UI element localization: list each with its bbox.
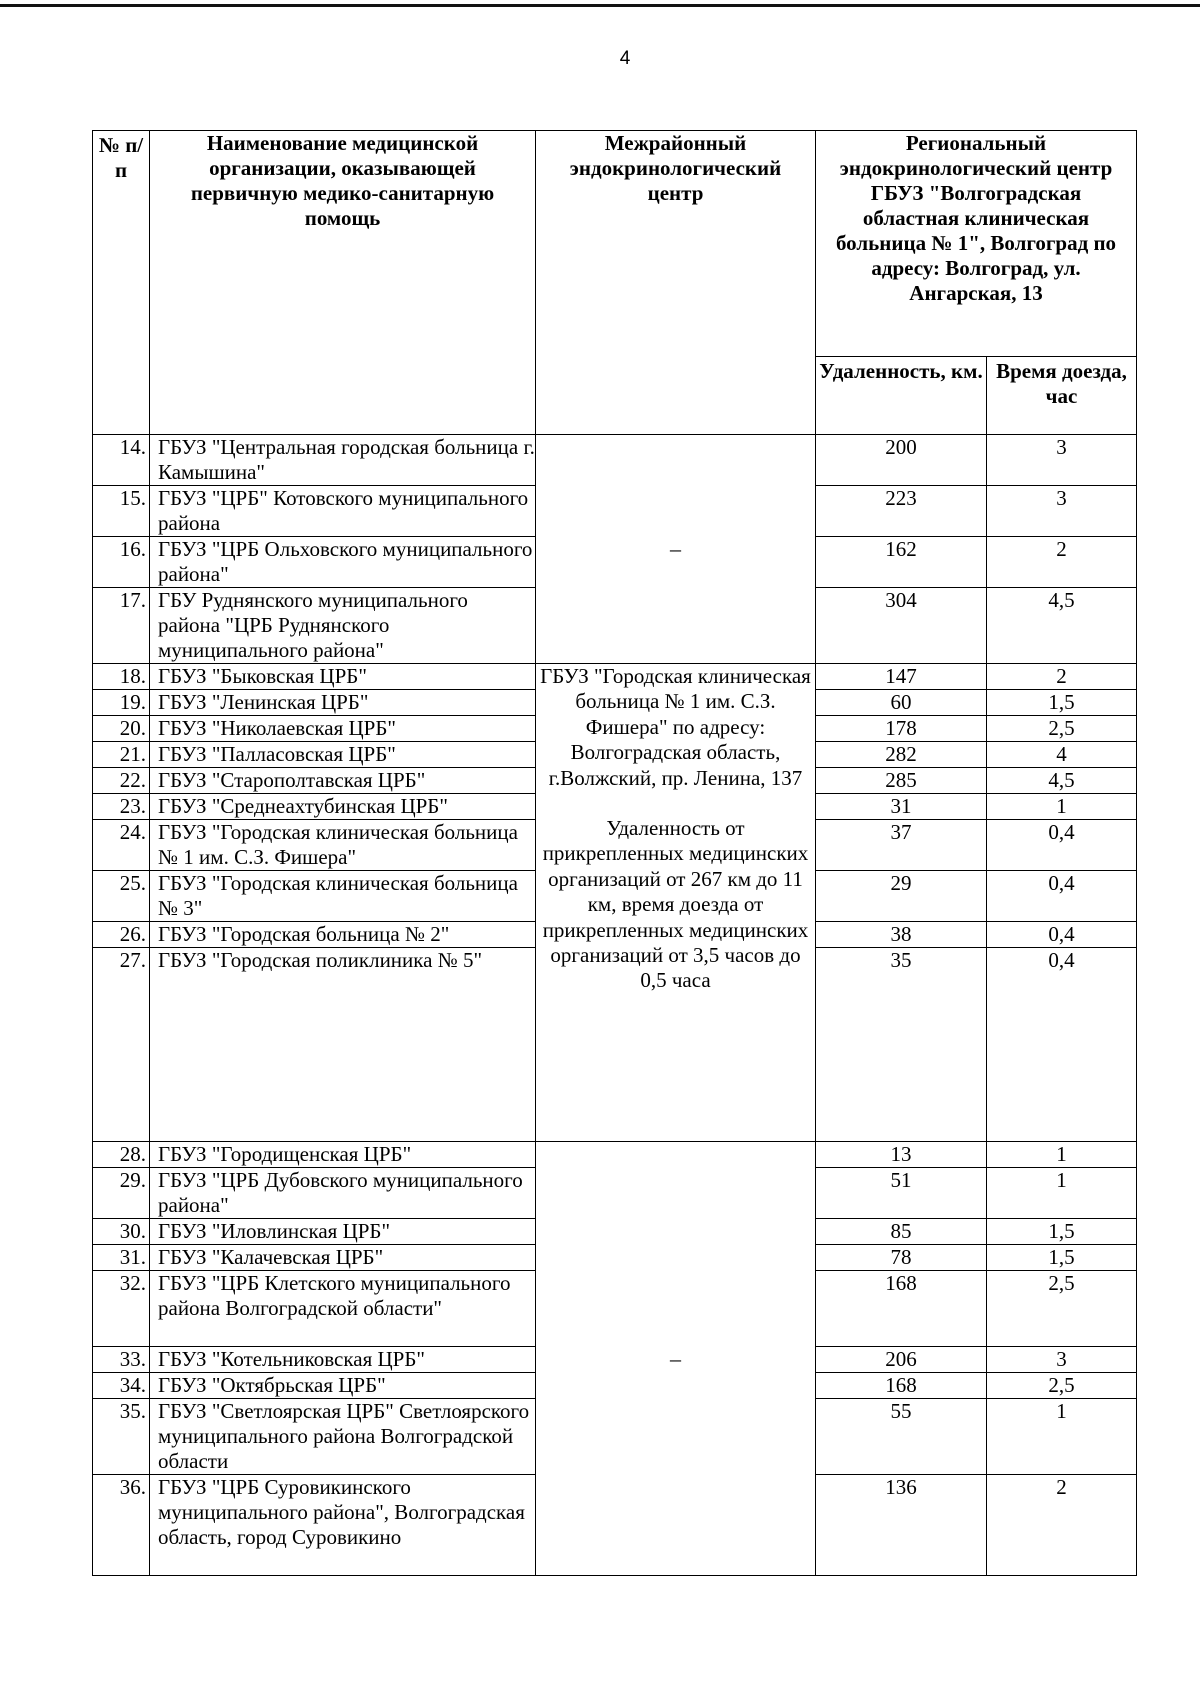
header-num: № п/п (93, 131, 150, 435)
organization-name: ГБУЗ "ЦРБ Суровикинского муниципального района", Волгоградская область, город Суровикино (150, 1475, 536, 1576)
distance-km: 282 (816, 742, 987, 768)
distance-km: 168 (816, 1271, 987, 1347)
organization-name: ГБУЗ "Светлоярская ЦРБ" Светлоярского муниципального района Волгоградской области (150, 1399, 536, 1475)
travel-hours: 2,5 (987, 1271, 1137, 1347)
travel-hours: 2 (987, 664, 1137, 690)
organization-name: ГБУЗ "Городская поликлиника № 5" (150, 948, 536, 1142)
row-number: 30. (93, 1219, 150, 1245)
row-number: 20. (93, 716, 150, 742)
row-number: 22. (93, 768, 150, 794)
row-number: 33. (93, 1347, 150, 1373)
distance-km: 37 (816, 820, 987, 871)
page-number: 4 (619, 48, 631, 69)
row-number: 23. (93, 794, 150, 820)
center-group-3: – (536, 1142, 816, 1576)
organization-name: ГБУЗ "Калачевская ЦРБ" (150, 1245, 536, 1271)
organization-name: ГБУЗ "Ленинская ЦРБ" (150, 690, 536, 716)
row-number: 24. (93, 820, 150, 871)
row-number: 26. (93, 922, 150, 948)
row-number: 16. (93, 537, 150, 588)
distance-km: 29 (816, 871, 987, 922)
row-number: 21. (93, 742, 150, 768)
organization-name: ГБУ Руднянского муниципального района "ЦРБ Руднянского муниципального района" (150, 588, 536, 664)
row-number: 17. (93, 588, 150, 664)
distance-km: 60 (816, 690, 987, 716)
row-number: 25. (93, 871, 150, 922)
organization-name: ГБУЗ "Городская клиническая больница № 1 им. С.З. Фишера" (150, 820, 536, 871)
row-number: 14. (93, 435, 150, 486)
distance-km: 200 (816, 435, 987, 486)
organization-name: ГБУЗ "ЦРБ Дубовского муниципального района" (150, 1168, 536, 1219)
distance-km: 55 (816, 1399, 987, 1475)
top-border-line (0, 4, 1200, 7)
travel-hours: 0,4 (987, 922, 1137, 948)
distance-km: 85 (816, 1219, 987, 1245)
travel-hours: 1 (987, 1168, 1137, 1219)
row-number: 15. (93, 486, 150, 537)
organization-name: ГБУЗ "Городская больница № 2" (150, 922, 536, 948)
travel-hours: 1 (987, 1142, 1137, 1168)
distance-km: 178 (816, 716, 987, 742)
travel-hours: 2 (987, 1475, 1137, 1576)
travel-hours: 3 (987, 1347, 1137, 1373)
organization-name: ГБУЗ "ЦРБ Ольховского муниципального района" (150, 537, 536, 588)
travel-hours: 1,5 (987, 1245, 1137, 1271)
center-group-2-note: Удаленность от прикрепленных медицинских организаций от 267 км до 11 км, время доезда от прикрепленных медицинских организаций от 3,5 часов до 0,5 часа (542, 816, 809, 993)
clinics-table (92, 130, 1137, 1576)
center-group-2 (536, 664, 816, 1142)
row-number: 36. (93, 1475, 150, 1576)
travel-hours: 3 (987, 435, 1137, 486)
distance-km: 31 (816, 794, 987, 820)
distance-km: 38 (816, 922, 987, 948)
header-travel-time: Время доезда, час (987, 357, 1137, 435)
travel-hours: 0,4 (987, 948, 1137, 1142)
row-number: 32. (93, 1271, 150, 1347)
organization-name: ГБУЗ "Среднеахтубинская ЦРБ" (150, 794, 536, 820)
organization-name: ГБУЗ "Городская клиническая больница № 3" (150, 871, 536, 922)
header-regional-center: Региональный эндокринологический центр ГБУЗ "Волгоградская областная клиническая больница № 1", Волгоград по адресу: Волгоград, ул. Ангарская, 13 (816, 131, 1137, 357)
row-number: 18. (93, 664, 150, 690)
distance-km: 136 (816, 1475, 987, 1576)
distance-km: 13 (816, 1142, 987, 1168)
travel-hours: 3 (987, 486, 1137, 537)
distance-km: 223 (816, 486, 987, 537)
distance-km: 285 (816, 768, 987, 794)
distance-km: 168 (816, 1373, 987, 1399)
travel-hours: 1 (987, 1399, 1137, 1475)
organization-name: ГБУЗ "Быковская ЦРБ" (150, 664, 536, 690)
header-interdistrict-center: Межрайонный эндокринологический центр (536, 131, 816, 435)
travel-hours: 4,5 (987, 768, 1137, 794)
organization-name: ГБУЗ "Иловлинская ЦРБ" (150, 1219, 536, 1245)
travel-hours: 1,5 (987, 690, 1137, 716)
center-group-1: – (536, 435, 816, 664)
distance-km: 304 (816, 588, 987, 664)
organization-name: ГБУЗ "ЦРБ Клетского муниципального района Волгоградской области" (150, 1271, 536, 1347)
travel-hours: 2,5 (987, 716, 1137, 742)
row-number: 28. (93, 1142, 150, 1168)
row-number: 34. (93, 1373, 150, 1399)
organization-name: ГБУЗ "Палласовская ЦРБ" (150, 742, 536, 768)
travel-hours: 0,4 (987, 871, 1137, 922)
organization-name: ГБУЗ "Октябрьская ЦРБ" (150, 1373, 536, 1399)
center-group-2-address: ГБУЗ "Городская клиническая больница № 1 им. С.З. Фишера" по адресу: Волгоградская область, г.Волжский, пр. Ленина, 137 (540, 664, 811, 790)
header-distance: Удаленность, км. (816, 357, 987, 435)
distance-km: 78 (816, 1245, 987, 1271)
distance-km: 206 (816, 1347, 987, 1373)
header-name: Наименование медицинской организации, оказывающей первичную медико-санитарную помощь (150, 131, 536, 435)
travel-hours: 0,4 (987, 820, 1137, 871)
organization-name: ГБУЗ "ЦРБ" Котовского муниципального района (150, 486, 536, 537)
row-number: 29. (93, 1168, 150, 1219)
travel-hours: 2,5 (987, 1373, 1137, 1399)
distance-km: 147 (816, 664, 987, 690)
travel-hours: 1 (987, 794, 1137, 820)
organization-name: ГБУЗ "Центральная городская больница г. Камышина" (150, 435, 536, 486)
row-number: 35. (93, 1399, 150, 1475)
row-number: 31. (93, 1245, 150, 1271)
travel-hours: 4 (987, 742, 1137, 768)
travel-hours: 4,5 (987, 588, 1137, 664)
distance-km: 51 (816, 1168, 987, 1219)
organization-name: ГБУЗ "Городищенская ЦРБ" (150, 1142, 536, 1168)
travel-hours: 2 (987, 537, 1137, 588)
row-number: 27. (93, 948, 150, 1142)
organization-name: ГБУЗ "Николаевская ЦРБ" (150, 716, 536, 742)
travel-hours: 1,5 (987, 1219, 1137, 1245)
organization-name: ГБУЗ "Старополтавская ЦРБ" (150, 768, 536, 794)
distance-km: 162 (816, 537, 987, 588)
row-number: 19. (93, 690, 150, 716)
organization-name: ГБУЗ "Котельниковская ЦРБ" (150, 1347, 536, 1373)
distance-km: 35 (816, 948, 987, 1142)
